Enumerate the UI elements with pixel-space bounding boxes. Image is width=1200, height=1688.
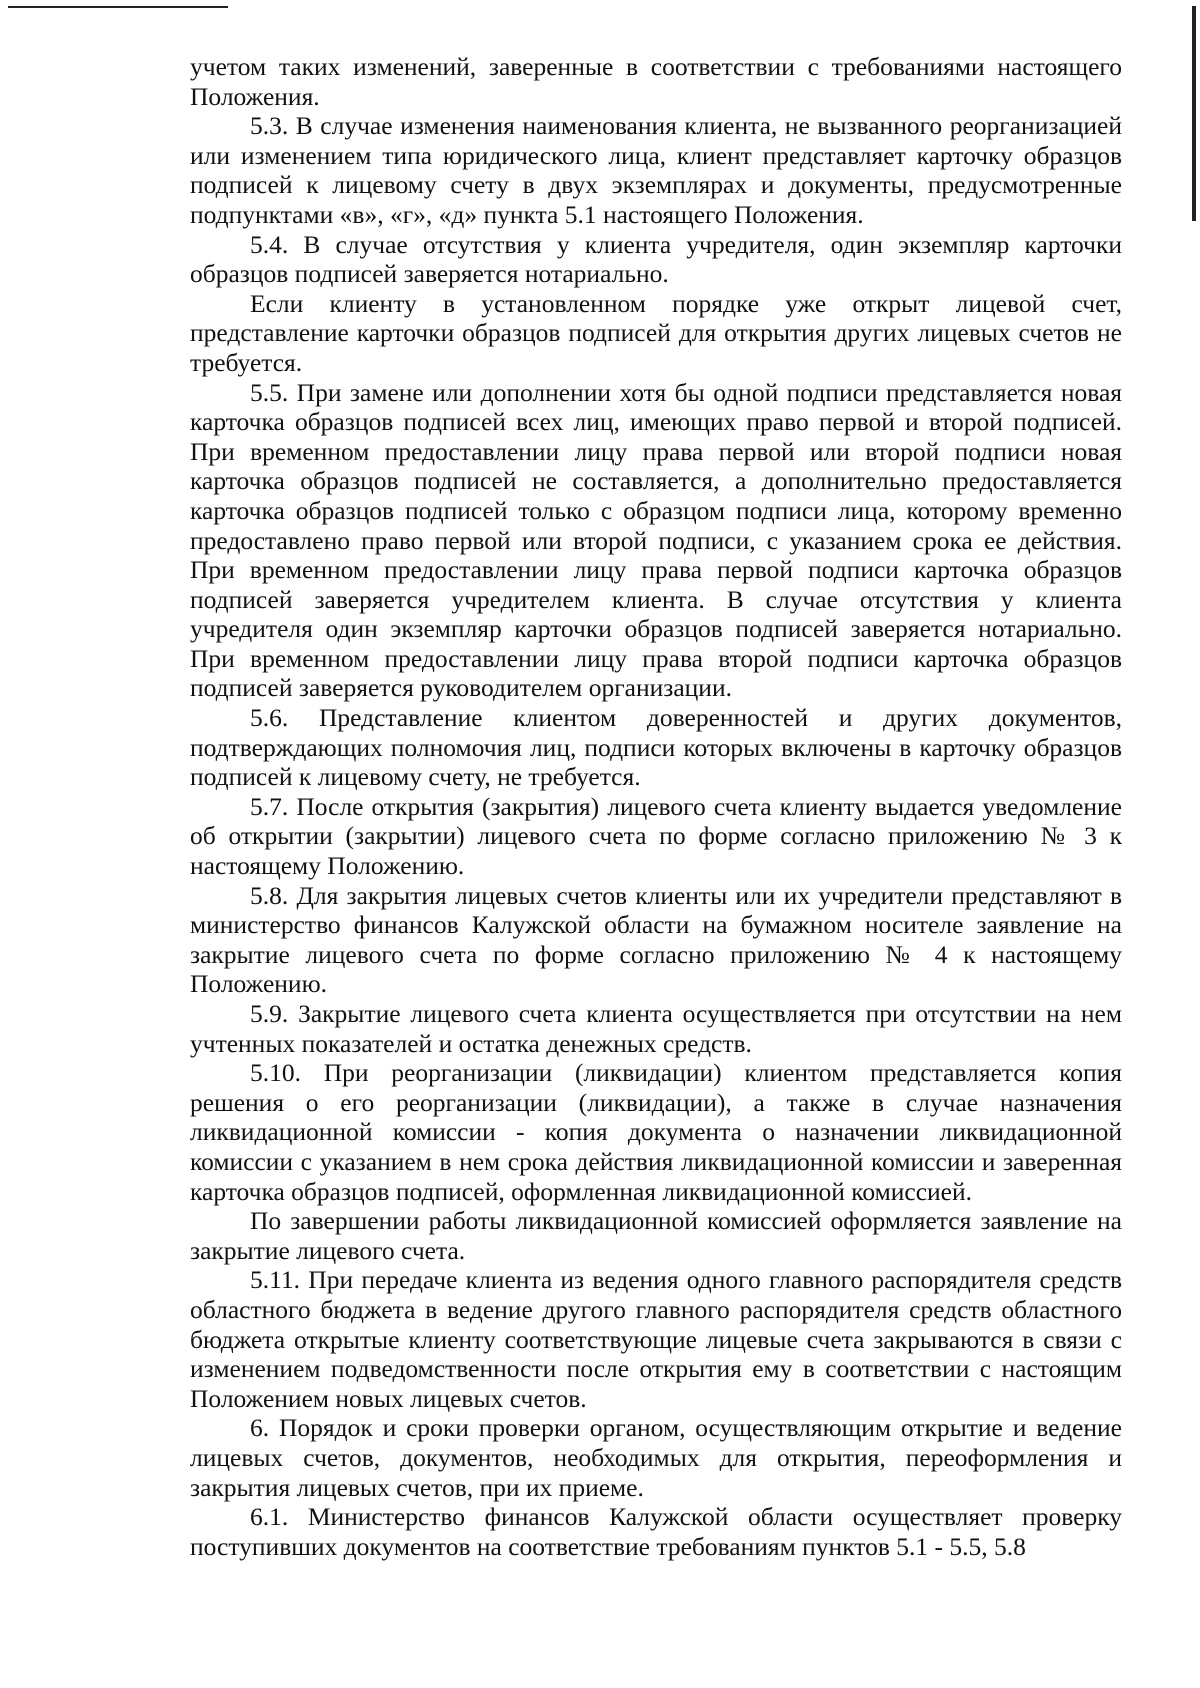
paragraph-5-9: 5.9. Закрытие лицевого счета клиента осуществляется при отсутствии на нем учтенных показателей и остатка денежных средств.: [190, 999, 1122, 1058]
paragraph-5-10-second: По завершении работы ликвидационной комиссией оформляется заявление на закрытие лицевого счета.: [190, 1206, 1122, 1265]
scan-border-right: [1192, 6, 1196, 221]
paragraph-5-6: 5.6. Представление клиентом доверенностей и других документов, подтверждающих полномочия лиц, подписи которых включены в карточку образцов подписей к лицевому счету, не требуется.: [190, 703, 1122, 792]
paragraph-5-4-second: Если клиенту в установленном порядке уже открыт лицевой счет, представление карточки образцов подписей для открытия других лицевых счетов не требуется.: [190, 288, 1122, 377]
paragraph-5-3: 5.3. В случае изменения наименования клиента, не вызванного реорганизацией или изменением типа юридического лица, клиент представляет карточку образцов подписей к лицевому счету в двух экземплярах и документы, предусмотренные подпунктами «в», «г», «д» пункта 5.1 настоящего Положения.: [190, 111, 1122, 229]
paragraph-continuation: учетом таких изменений, заверенные в соответствии с требованиями настоящего Положения.: [190, 52, 1122, 111]
paragraph-6-1: 6.1. Министерство финансов Калужской области осуществляет проверку поступивших документов на соответствие требованиям пунктов 5.1 - 5.5, 5.8: [190, 1502, 1122, 1561]
document-body: [190, 52, 1122, 1561]
paragraph-5-8: 5.8. Для закрытия лицевых счетов клиенты или их учредители представляют в министерство финансов Калужской области на бумажном носителе заявление на закрытие лицевого счета по форме согласно приложению № 4 к настоящему Положению.: [190, 880, 1122, 999]
paragraph-5-4: 5.4. В случае отсутствия у клиента учредителя, один экземпляр карточки образцов подписей заверяется нотариально.: [190, 229, 1122, 289]
paragraph-5-5: 5.5. При замене или дополнении хотя бы одной подписи представляется новая карточка образцов подписей всех лиц, имеющих право первой и второй подписей. При временном предоставлении лицу права первой или второй подписи новая карточка образцов подписей не составляется, а дополнительно предоставляется карточка образцов подписей только с образцом подписи лица, которому временно предоставлено право первой или второй подписи, с указанием срока ее действия. При временном предоставлении лицу права первой подписи карточка образцов подписей заверяется учредителем клиента. В случае отсутствия у клиента учредителя один экземпляр карточки образцов подписей заверяется нотариально. При временном предоставлении лицу права второй подписи карточка образцов подписей заверяется руководителем организации.: [190, 377, 1122, 703]
paragraph-5-10: 5.10. При реорганизации (ликвидации) клиентом представляется копия решения о его реорганизации (ликвидации), а также в случае назначения ликвидационной комиссии - копия документа о назначении ликвидационной комиссии с указанием в нем срока действия ликвидационной комиссии и заверенная карточка образцов подписей, оформленная ликвидационной комиссией.: [190, 1058, 1122, 1206]
section-6-heading: 6. Порядок и сроки проверки органом, осуществляющим открытие и ведение лицевых счетов, документов, необходимых для открытия, переоформления и закрытия лицевых счетов, при их приеме.: [190, 1413, 1122, 1502]
scan-border-top: [8, 6, 228, 8]
paragraph-5-11: 5.11. При передаче клиента из ведения одного главного распорядителя средств областного бюджета в ведение другого главного распорядителя средств областного бюджета открытые клиенту соответствующие лицевые счета закрываются в связи с изменением подведомственности после открытия ему в соответствии с настоящим Положением новых лицевых счетов.: [190, 1265, 1122, 1413]
paragraph-5-7: 5.7. После открытия (закрытия) лицевого счета клиенту выдается уведомление об открытии (закрытии) лицевого счета по форме согласно приложению № 3 к настоящему Положению.: [190, 791, 1122, 881]
